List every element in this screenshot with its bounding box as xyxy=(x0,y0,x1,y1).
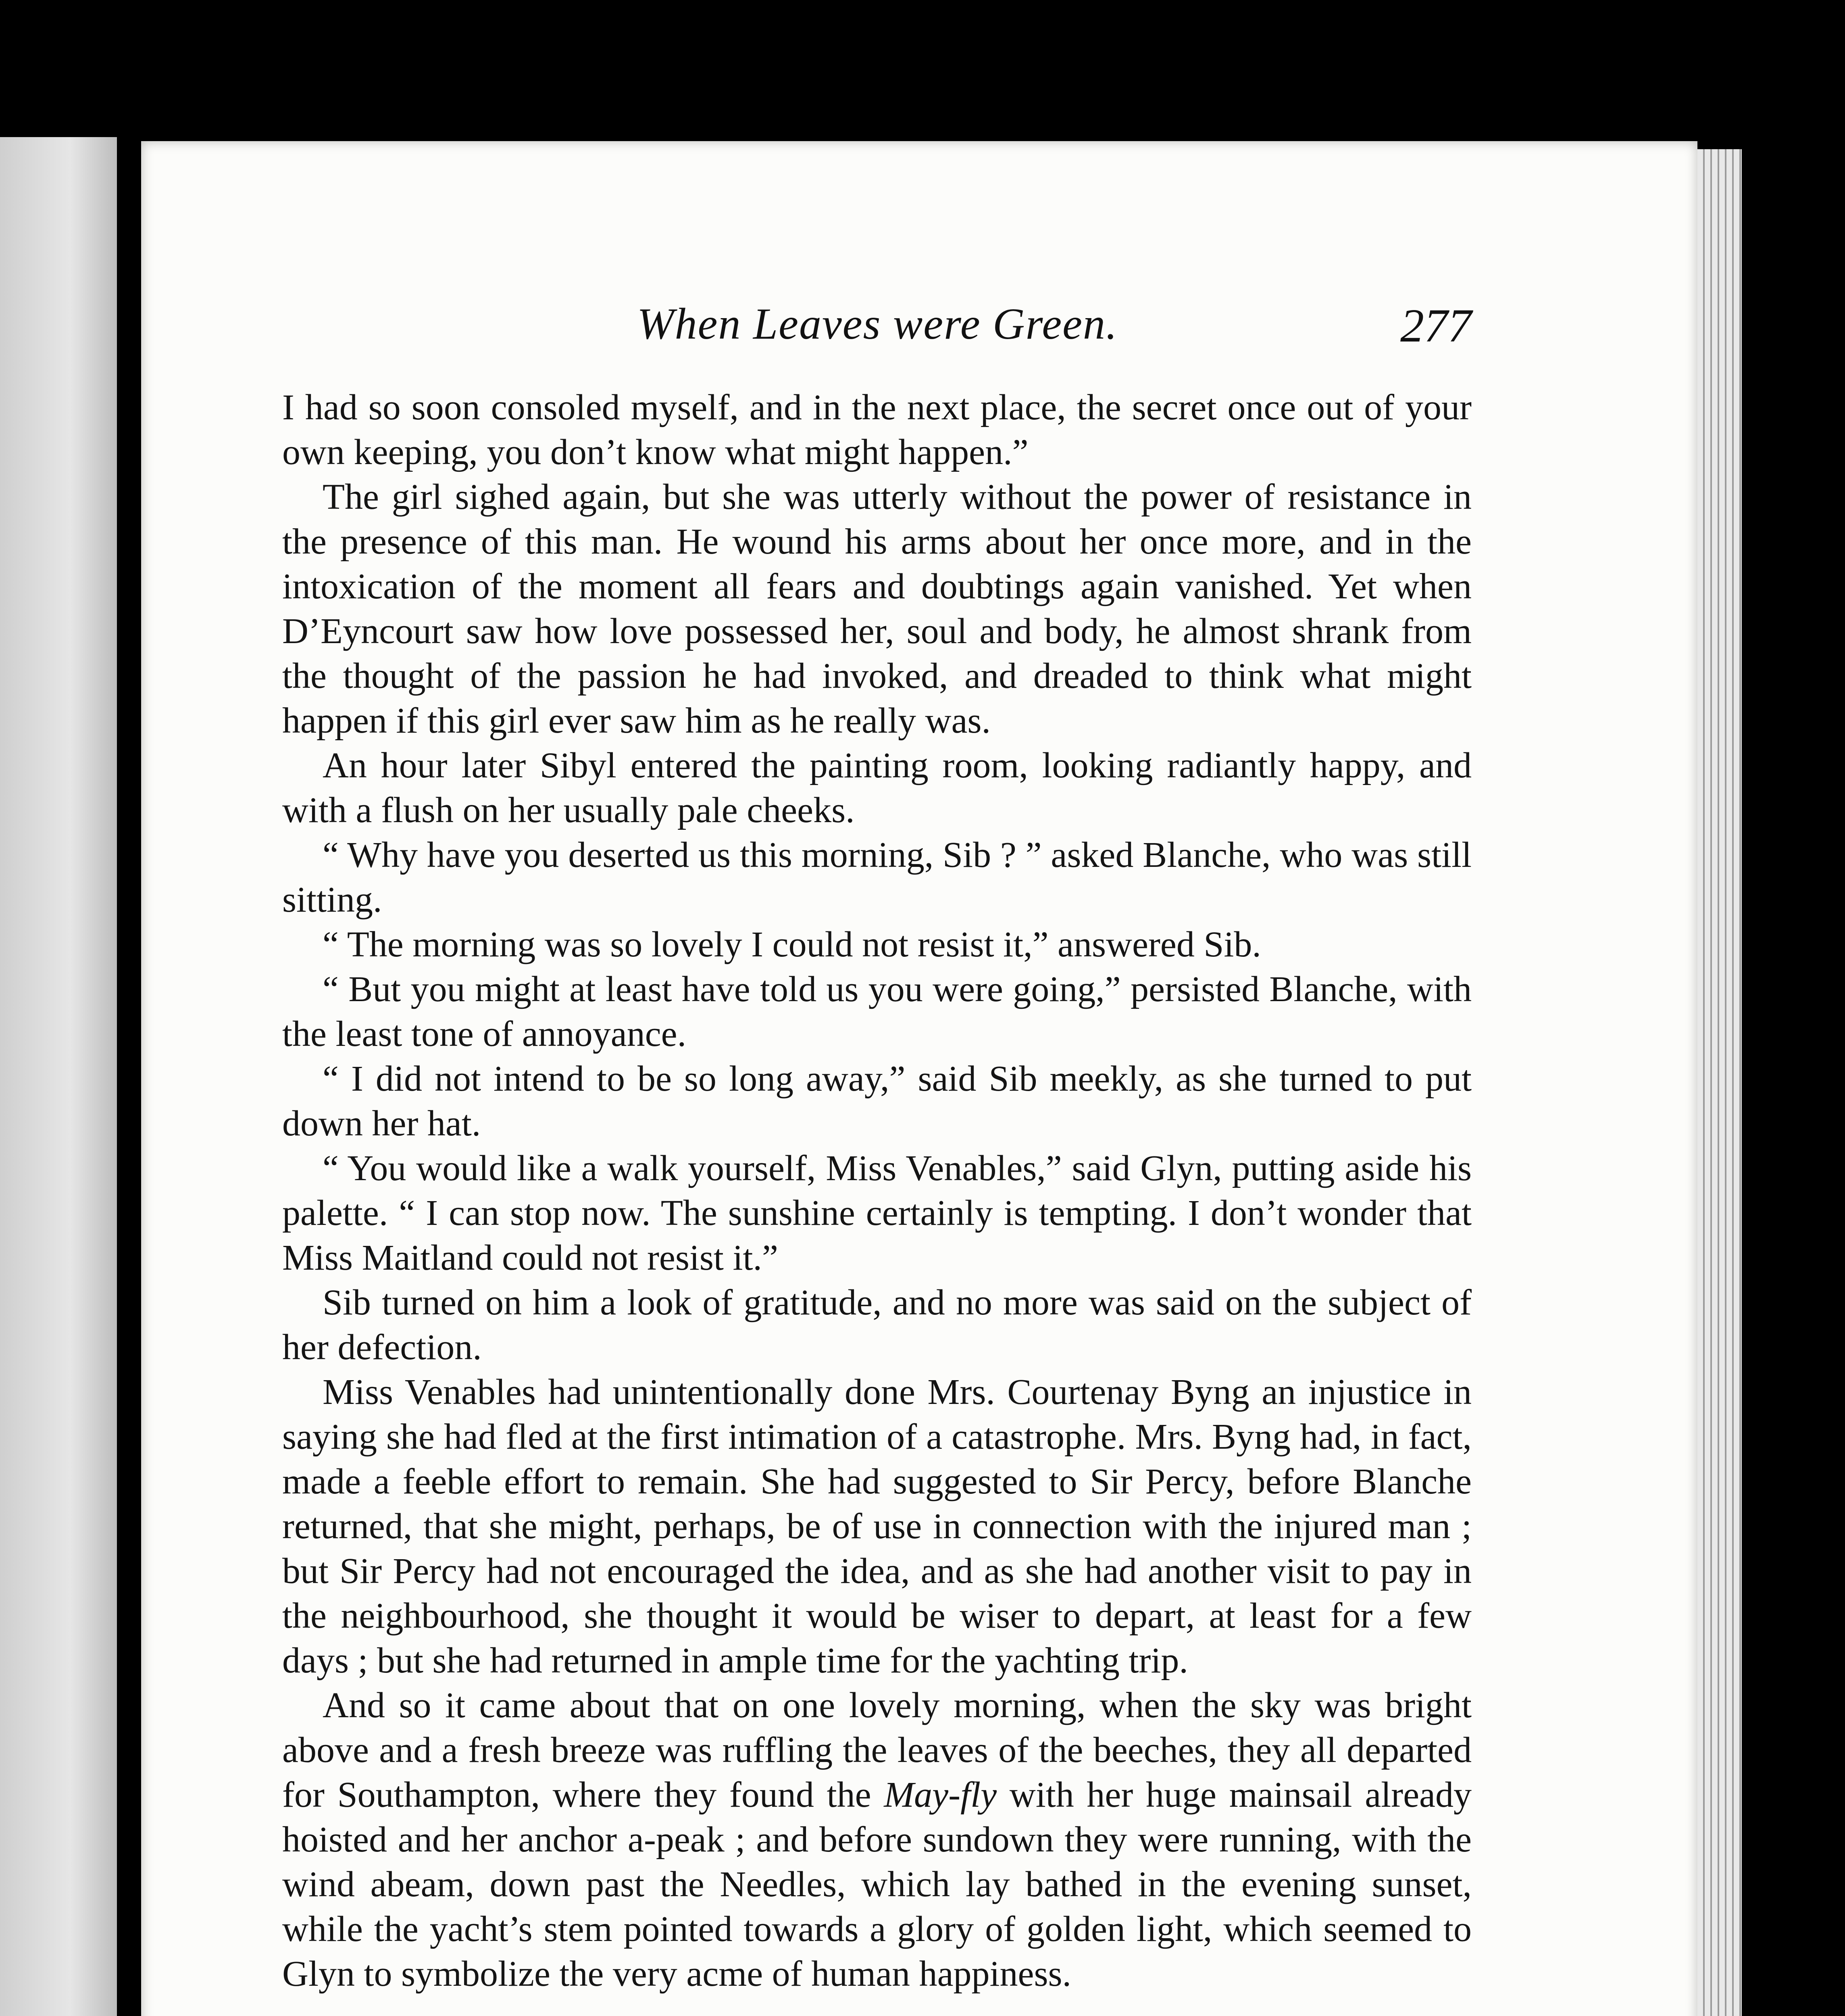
paragraph-2: The girl sighed again, but she was utterly without the power of resistance in the presence of this man. He wound his arms about her once more, and in the intoxication of the moment all fears and doubtings again vanished. Yet when D’Eyncourt saw how love possessed her, soul and body, he almost shrank from the thought of the passion he had invoked, and dreaded to think what might happen if this girl ever saw him as he really was. xyxy=(282,477,1472,741)
running-title: When Leaves were Green. xyxy=(637,299,1118,348)
paragraph-7: “ I did not intend to be so long away,” said Sib meekly, as she turned to put down her hat. xyxy=(282,1059,1472,1143)
facing-page-edge xyxy=(0,137,117,2016)
paragraph-3: An hour later Sibyl entered the painting room, looking radiantly happy, and with a flush on her usually pale cheeks. xyxy=(282,746,1472,830)
paragraph-9: Sib turned on him a look of gratitude, and no more was said on the subject of her defection. xyxy=(282,1283,1472,1367)
paragraph-6: “ But you might at least have told us you were going,” persisted Blanche, with the least tone of annoyance. xyxy=(282,969,1472,1054)
body-text xyxy=(282,385,1472,1996)
paragraph-11-end: with her huge mainsail already hoisted and her anchor a-peak ; and before sundown they were running, with the wind abeam, down past the Needles, which lay bathed in the evening sunset, while the yacht’s stem pointed towards a glory of golden light, which seemed to Glyn to symbolize the very acme of human happiness. xyxy=(282,1775,1472,1994)
page-number: 277 xyxy=(1400,299,1472,352)
paragraph-8: “ You would like a walk yourself, Miss Venables,” said Glyn, putting aside his palette. “ I can stop now. The sunshine certainly is tempting. I don’t wonder that Miss Maitland could not resist it.” xyxy=(282,1148,1472,1278)
ship-name: May-fly xyxy=(884,1775,997,1815)
paragraph-4: “ Why have you deserted us this morning, Sib ? ” asked Blanche, who was still sitting. xyxy=(282,835,1472,920)
running-header xyxy=(637,298,1472,363)
paragraph-10: Miss Venables had unintentionally done Mrs. Courtenay Byng an injustice in saying she had fled at the first intimation of a catastrophe. Mrs. Byng had, in fact, made a feeble effort to remain. She had suggested to Sir Percy, before Blanche returned, that she might, perhaps, be of use in connection with the injured man ; but Sir Percy had not encouraged the idea, and as she had another visit to pay in the neighbourhood, she thought it would be wiser to depart, at least for a few days ; but she had returned in ample time for the yachting trip. xyxy=(282,1372,1472,1681)
page-stack-edges xyxy=(1697,149,1742,2016)
paragraph-1: I had so soon consoled myself, and in the next place, the secret once out of your own keeping, you don’t know what might happen.” xyxy=(282,387,1472,472)
paragraph-11-start: And so it came about that on one lovely morning, when the sky was bright above and a fresh breeze was ruffling the leaves of the beeches, they all departed for Southampton, where they found the xyxy=(282,1685,1472,1815)
paragraph-5: “ The morning was so lovely I could not resist it,” answered Sib. xyxy=(323,925,1261,964)
paragraph-11 xyxy=(282,1683,1472,1996)
